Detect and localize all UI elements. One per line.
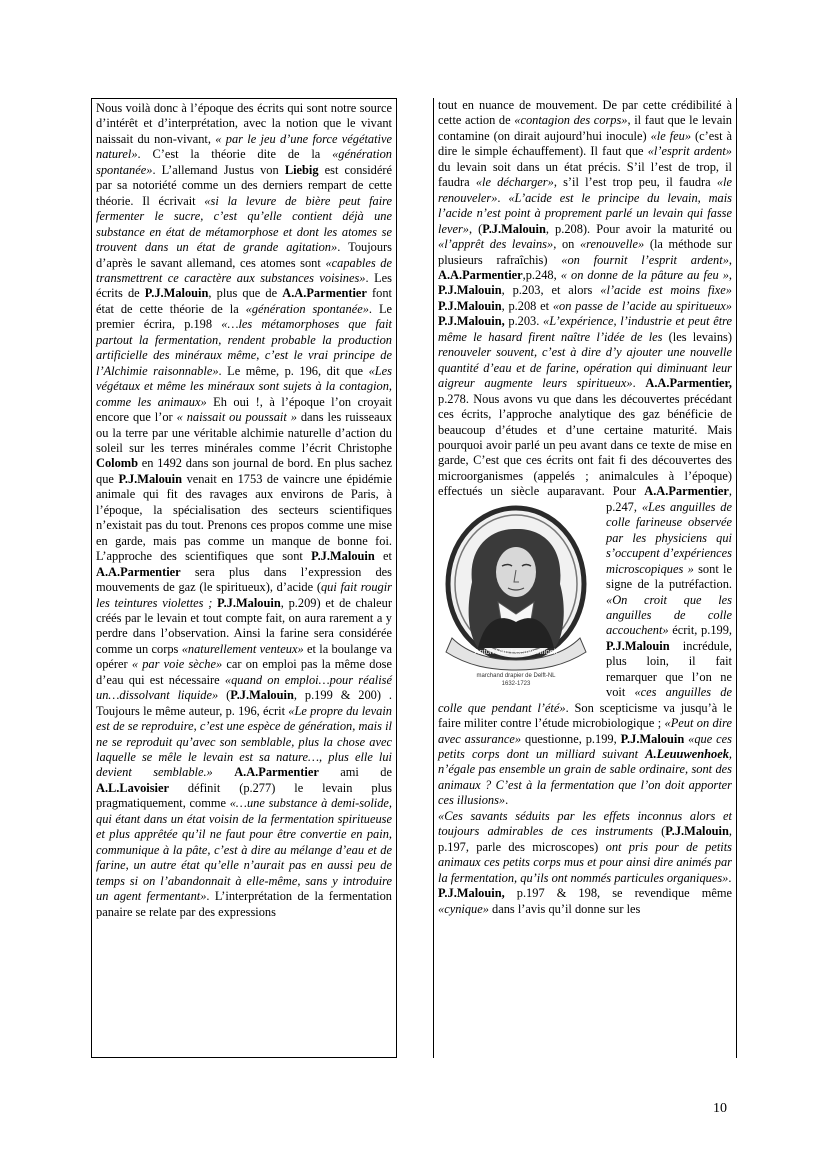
- text: (: [218, 688, 231, 703]
- quote: «L’acide est le principe du levain, mais l’acide n’est point à proprement parlé un levain qui fasse lever»: [438, 190, 732, 236]
- quote: «capables de transmettrent ce caractère aux substances voisines»: [96, 255, 392, 285]
- author-name: Parmentier: [306, 286, 367, 301]
- text: . Les écrits de: [96, 270, 392, 301]
- text: .: [728, 870, 732, 885]
- author-name: Colomb: [96, 456, 138, 471]
- quote: «génération spontanée»: [245, 301, 369, 316]
- quote: « par le jeu d’une force végétative naturel»: [96, 131, 392, 162]
- author-name: Malouin: [639, 731, 685, 746]
- text: . Le même, p. 196, dit que: [218, 363, 369, 378]
- text: et la boulange va opérer: [96, 641, 392, 672]
- author-initials: A.A.: [645, 376, 670, 391]
- quote: «l’esprit ardent»: [647, 144, 732, 159]
- quote: «l’acide est moins fixe»: [600, 283, 732, 298]
- page-number: 10: [713, 1101, 727, 1116]
- text: , s’il l’est trop peu, il faudra: [553, 175, 717, 190]
- author-initials: P.J.: [438, 314, 457, 329]
- text: du levain soit dans un état précis. S’il l’est de trop, il faudra: [438, 159, 732, 190]
- text: écrit, p.199,: [668, 623, 732, 638]
- text: , il faut que le levain contamine (on dirait aujourd’hui inocule): [438, 113, 733, 143]
- text: . L’allemand Justus von: [152, 162, 285, 177]
- quote: «génération spontanée»: [96, 147, 392, 177]
- quote: «que ces petits corps dont un milliard suivant: [438, 731, 732, 762]
- quote: , n’égale pas ensemble un grain de sable ordinaire, sont des animaux ? C’est à la fermentation que l’on doit apporter ces illusions»: [438, 747, 732, 808]
- author-name: Liebig: [284, 162, 319, 177]
- text: (les levains): [662, 329, 733, 344]
- text: .: [632, 376, 646, 391]
- quote: «L’expérience, l’industrie et peut être même le hasard firent naître l’idée de les: [438, 314, 732, 344]
- text: dans les ruisseaux ou la terre par une véritable alchimie naturelle d’action du soleil sur les terres minérales comme l’écrit Christophe: [96, 410, 392, 455]
- quote: «le renouveler»: [438, 175, 732, 205]
- author-name: Parmentier: [462, 267, 523, 282]
- author-name: Malouin: [456, 283, 502, 298]
- quote: «Le propre du levain est de se reproduire, c’est une espèce de génération, mais il ne se reproduit qu’avec son semblable, plus la chose avec laquelle se mêle le levain est sa nature…, plus elle lui devient semblable.»: [96, 703, 392, 780]
- author-initials: A.A.: [234, 765, 259, 780]
- author-initials: P.J.: [438, 283, 457, 298]
- text: questionne, p.199,: [521, 731, 621, 746]
- text: ,p.248,: [522, 267, 561, 282]
- quote: ont pris pour de petits animaux ces petits corps mus et pour ainsi dire animés par la fermentation, qu’ils ont nommés particules organiques»: [438, 839, 732, 885]
- author-initials: A.A.: [96, 564, 121, 579]
- text: [213, 765, 234, 779]
- quote: «Ces savants séduits par les effets inconnus alors et toujours admirables de ces instruments: [438, 808, 732, 839]
- text: . L’interprétation de la fermentation panaire se relate par des expressions: [96, 889, 392, 919]
- quote: «renouvelle»: [579, 237, 645, 252]
- text: p.203.: [504, 314, 544, 329]
- text: ,: [728, 252, 732, 267]
- author-name: Parmentier: [668, 484, 729, 499]
- author-initials: P.J.: [217, 595, 236, 610]
- quote: « par voie sèche»: [131, 657, 223, 672]
- quote: « naissait ou poussait »: [176, 410, 297, 425]
- author-name: Parmentier,: [669, 376, 732, 391]
- text: , (: [468, 221, 483, 236]
- author-name: Malouin: [163, 286, 209, 301]
- text: (: [653, 824, 666, 839]
- author-initials: P.J.: [118, 471, 138, 486]
- quote: «l’apprêt des levains»: [438, 237, 554, 252]
- text: , p.208 et: [501, 298, 553, 313]
- author-initials: P.J.: [620, 731, 640, 746]
- author-name: Malouin,: [456, 314, 505, 329]
- author-initials: P.J.: [438, 298, 457, 313]
- author-initials: P.J.: [311, 549, 330, 564]
- text: définit (p.277) le levain plus pragmatiquement, comme: [96, 780, 392, 811]
- quote: «cynique»: [438, 901, 489, 916]
- author-name: Malouin: [329, 549, 375, 564]
- author-initials: A.A.: [644, 484, 669, 499]
- text: incrédule, plus loin, il fait remarquer que l’on ne voit: [606, 638, 732, 700]
- author-initials: P.J.: [230, 688, 250, 703]
- text: tout en nuance de mouvement. De par cette crédibilité à cette action de: [438, 98, 732, 128]
- quote: «contagion des corps»: [514, 113, 628, 128]
- author-name: Malouin: [501, 221, 546, 236]
- text: car on emploi pas la même dose d’eau qui est nécessaire: [96, 657, 392, 687]
- text: sera plus dans l’expression des mouvements de gaz (le spiritueux), d’acide (: [96, 564, 392, 595]
- paragraph-right: [438, 98, 732, 917]
- author-name: Malouin,: [456, 886, 505, 901]
- quote: renouveler souvent, c’est à dire d’y ajouter une nouvelle quantité d’eau et de farine, opération qui diminuant leur aigreur augmente leurs spiritueux»: [438, 345, 732, 391]
- text: (c’est à dire le simple échauffement). Il faut que: [438, 128, 732, 159]
- portrait-dates: 1632-1723: [501, 680, 531, 686]
- quote: «le feu»: [650, 128, 692, 143]
- text: , p.208). Pour avoir la maturité ou: [545, 221, 732, 236]
- author-initials: A.A.: [282, 286, 307, 301]
- text: dans l’avis qu’il donne sur les: [488, 901, 641, 916]
- text: . C’est la théorie dite de la: [137, 147, 333, 162]
- quote: «quand on emploi…pour réalisé un…dissolvant liquide»: [96, 672, 392, 703]
- quote: «le décharger»: [475, 175, 554, 190]
- text: , on: [553, 237, 580, 252]
- quote: «…une substance à demi-solide, qui étant dans un état voisin de la fermentation spiritueuse et plus apprêtée qu’il ne faut pour être convertie en pain, communique à la pâte, c’est à dire au mélange d’eau et de farine, un autre état qu’elle n’aurait pas en aussi peu de temps si on l’abandonnait à elle-même, sans y introduire un agent fermentant»: [96, 796, 392, 904]
- author-name: Parmentier: [258, 765, 319, 780]
- quote: «si la levure de bière peut faire fermenter le sucre, c’est qu’elle contient déjà une substance en état de métamorphose et dont les atomes se trouvent dans un état de grande agitation»: [96, 193, 392, 255]
- text-column-right: [433, 98, 737, 1058]
- text: et: [374, 549, 392, 564]
- text: (la méthode sur plusieurs rafraîchis): [438, 237, 732, 267]
- text: font état de cette théorie de la: [96, 286, 392, 316]
- text: .: [497, 190, 509, 205]
- text: . Le premier écrira, p.198: [96, 301, 393, 332]
- quote: «naturellement venteux»: [181, 641, 304, 656]
- author-name: A.Leuuwenhoek: [645, 747, 729, 762]
- quote: qui fait rougir les teintures violettes ;: [96, 580, 392, 610]
- text: ami de: [318, 765, 392, 780]
- author-name: Lavoisier: [119, 780, 169, 795]
- text: est considéré par sa notoriété comme un des derniers rempart de cette théorie. Il écrivait: [96, 162, 393, 208]
- leeuwenhoek-portrait: [438, 502, 598, 686]
- author-initials: P.J.: [438, 886, 457, 901]
- quote: «On croit que les anguilles de colle accouchent»: [606, 592, 732, 638]
- quote: «ces anguilles de colle que pendant l’été»: [438, 685, 732, 715]
- text: , p.199 & 200) . Toujours le même auteur, p. 196, écrit: [96, 688, 392, 718]
- author-name: Malouin: [235, 595, 281, 610]
- text: , p.197, parle des microscopes): [438, 824, 732, 854]
- portrait-subcaption: marchand drapier de Delft-NL: [476, 672, 556, 679]
- text: , p.247,: [606, 484, 732, 514]
- text: , plus que de: [208, 286, 283, 301]
- author-initials: A.A.: [438, 267, 463, 282]
- text: . Son scepticisme va jusqu’à le faire militer contre l’étude microbiologique ;: [438, 700, 732, 731]
- author-initials: A.L.: [96, 780, 120, 795]
- author-name: Malouin: [249, 688, 294, 703]
- quote: «on passe de l’acide au spiritueux»: [552, 298, 732, 313]
- quote: «Les végétaux et même les minéraux sont sujets à la contagion, comme les animaux»: [96, 363, 392, 409]
- quote: «Les anguilles de colle farineuse observée par les physiciens qui s’occupent d’expériences microscopiques »: [606, 499, 732, 576]
- author-name: Malouin: [456, 298, 502, 313]
- text: venait en 1753 de vaincre une épidémie animale qui fit des ravages aux environs de Paris, à l’époque, la spécialisation des secteurs scientifiques n’existait pas du tout. Prenons ces propos comme une mise en garde, mais pas comme un manque de bonne foi. L’approche des scientifiques que sont: [96, 471, 392, 564]
- text: , p.209) et de chaleur créés par le levain et tout compte fait, on aura rarement a y perdre dans l’observation. Ainsi la farine sera considérée comme un corps: [96, 595, 392, 656]
- text: ,: [728, 267, 732, 282]
- author-initials: P.J.: [665, 824, 685, 839]
- author-initials: P.J.: [144, 286, 164, 301]
- text: . Toujours d’après le savant allemand, ces atomes sont: [96, 240, 392, 270]
- text: Nous voilà donc à l’époque des écrits qui sont notre source d’intérêt et d’interprétation, avec la notion que le vivant naissait du non-vivant,: [96, 101, 392, 146]
- quote: « on donne de la pâture au feu »: [560, 267, 729, 282]
- paragraph-left: [96, 101, 392, 920]
- author-name: Malouin: [684, 824, 729, 839]
- quote: «on fournit l’esprit ardent»: [561, 252, 729, 267]
- quote: «Peut on dire avec assurance»: [438, 716, 732, 746]
- text: p.197 & 198, se revendique même: [504, 886, 732, 901]
- text: sont le signe de la putréfaction.: [606, 561, 733, 592]
- author-name: Parmentier: [120, 564, 181, 579]
- portrait-caption: Anton Van Leeuwenhoek: [474, 646, 558, 656]
- text: .: [505, 793, 509, 808]
- quote: «…les métamorphoses que fait partout la fermentation, rendent probable la production artificielle des minéraux même, c’est le vrai principe de l’Alchimie raisonnable»: [96, 317, 392, 378]
- text: p.278. Nous avons vu que dans les découvertes précédant ces écrits, l’approche analytique des gaz bénéficie de beaucoup d’études et d’une certaine maturité. Mais pourquoi avoir parlé un peu avant dans ce texte de mise en garde, C’est que ces écrits ont fait fi des découvertes des microorganismes (appelés ; animalcules à l’époque) effectués un siècle auparavant. Pour: [438, 391, 732, 499]
- text-column-left: [91, 98, 397, 1058]
- text: en 1492 dans son journal de bord. En plus sachez que: [96, 456, 392, 486]
- text: , p.203, et alors: [501, 283, 601, 298]
- author-initials: P.J.: [482, 221, 502, 236]
- author-initials: P.J.: [606, 638, 625, 653]
- author-name: Malouin: [137, 471, 183, 486]
- author-name: Malouin: [624, 638, 670, 653]
- text: Eh oui !, à l’époque l’on croyait encore que l’or: [96, 394, 392, 425]
